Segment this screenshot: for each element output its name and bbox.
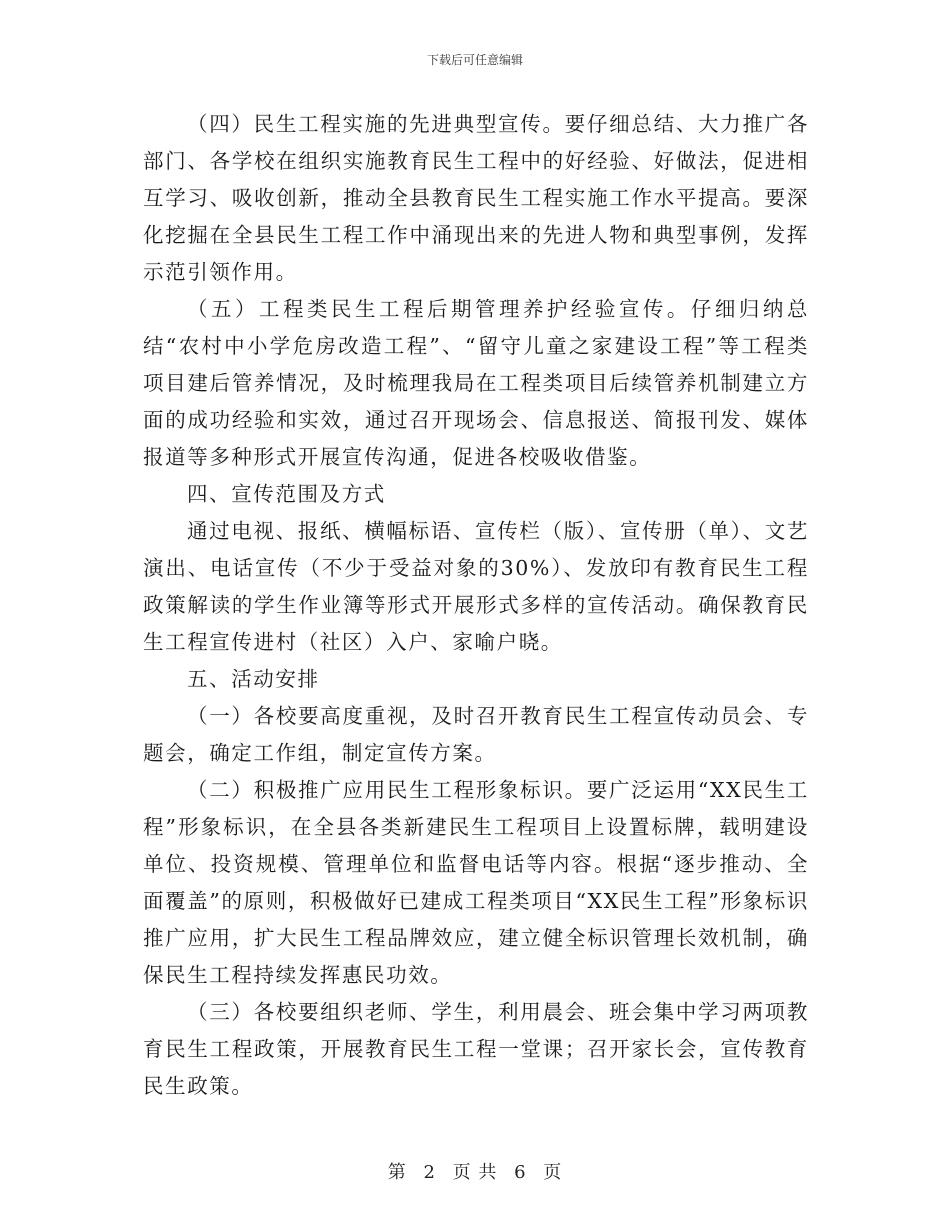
paragraph-activity-2: （二）积极推广应用民生工程形象标识。要广泛运用“XX民生工程”形象标识，在全县各类新建民生工程项目上设置标牌，载明建设单位、投资规模、管理单位和监督电话等内容。根据“逐步推动、全面覆盖”的原则，积极做好已建成工程类项目“XX民生工程”形象标识推广应用，扩大民生工程品牌效应，建立健全标识管理长效机制，确保民生工程持续发挥惠民功效。 (143, 778, 809, 987)
footer-suffix: 页 (543, 1162, 563, 1183)
footer-total-pages: 6 (514, 1162, 527, 1183)
footer-middle: 页 共 (452, 1162, 498, 1183)
paragraph-section-5: （五）工程类民生工程后期管理养护经验宣传。仔细归纳总结“农村中小学危房改造工程”、“留守儿童之家建设工程”等工程类项目建后管养情况，及时梳理我局在工程类项目后续管养机制建立方面的成功经验和实效，通过召开现场会、信息报送、简报刊发、媒体报道等多种形式开展宣传沟通，促进各校吸收借鉴。 (143, 297, 809, 469)
paragraph-activity-3: （三）各校要组织老师、学生，利用晨会、班会集中学习两项教育民生工程政策，开展教育民生工程一堂课；召开家长会，宣传教育民生政策。 (143, 1000, 809, 1098)
page-header: 下载后可任意编辑 (426, 53, 523, 67)
footer-prefix: 第 (387, 1162, 407, 1183)
page-footer (0, 1158, 950, 1184)
heading-activity-arrangement: 五、活动安排 (187, 667, 320, 691)
document-body (143, 106, 809, 1105)
heading-scope-and-methods: 四、宣传范围及方式 (187, 482, 386, 506)
footer-current-page: 2 (423, 1162, 436, 1183)
paragraph-section-4: （四）民生工程实施的先进典型宣传。要仔细总结、大力推广各部门、各学校在组织实施教育民生工程中的好经验、好做法，促进相互学习、吸收创新，推动全县教育民生工程实施工作水平提高。要深化挖掘在全县民生工程工作中涌现出来的先进人物和典型事例，发挥示范引领作用。 (143, 112, 809, 284)
paragraph-scope-and-methods: 通过电视、报纸、横幅标语、宣传栏（版）、宣传册（单）、文艺演出、电话宣传（不少于受益对象的30%）、发放印有教育民生工程政策解读的学生作业簿等形式开展形式多样的宣传活动。确保教育民生工程宣传进村（社区）入户、家喻户晓。 (143, 519, 809, 654)
paragraph-activity-1: （一）各校要高度重视，及时召开教育民生工程宣传动员会、专题会，确定工作组，制定宣传方案。 (143, 704, 809, 765)
